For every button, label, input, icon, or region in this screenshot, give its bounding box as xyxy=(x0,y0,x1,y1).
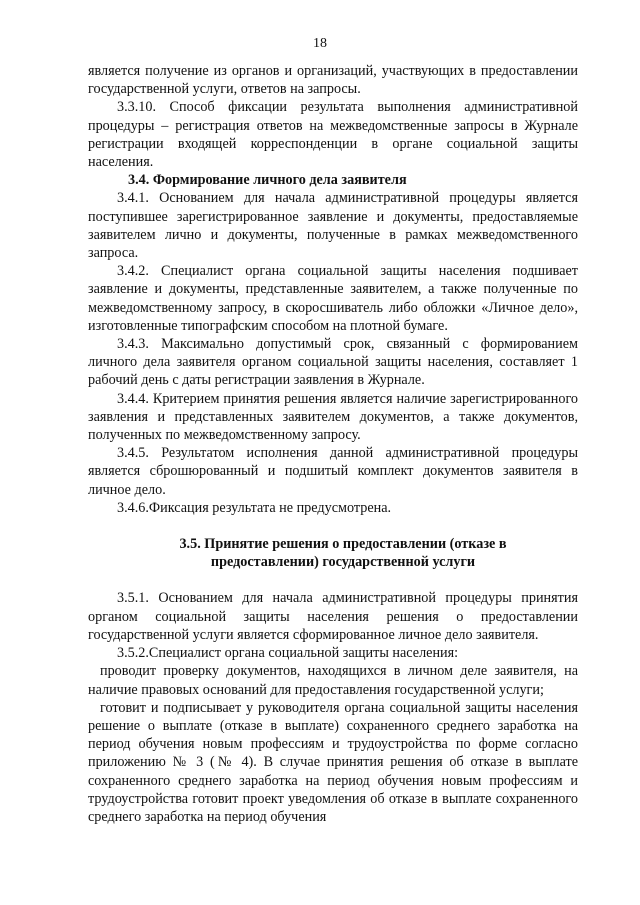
paragraph: 3.4.3. Максимально допустимый срок, связанный с формированием личного дела заявителя органом социальной защиты населения, составляет 1 рабочий день с даты регистрации заявления в Журнале. xyxy=(88,336,578,389)
page-number: 18 xyxy=(313,36,327,51)
paragraph: готовит и подписывает у руководителя органа социальной защиты населения решение о выплате (отказе в выплате) сохраненного среднего заработка на период обучения новым профессиям и трудоустройства по форме согласно приложению № 3 (№ 4). В случае принятия решения об отказе в выплате сохраненного среднего заработка на период обучения новым профессиям и трудоустройства готовит проект уведомления об отказе в выплате сохраненного среднего заработка на период обучения xyxy=(88,699,578,825)
paragraph: 3.4.1. Основанием для начала административной процедуры является поступившее зарегистрированное заявление и документы, предоставляемые заявителем лично и документы, полученные в рамках межведомственного запроса. xyxy=(88,190,578,262)
paragraph: 3.5.1. Основанием для начала административной процедуры принятия органом социальной защиты населения решения о предоставлении государственной услуги является сформированное личное дело заявителя. xyxy=(88,590,578,643)
document-body xyxy=(88,62,578,826)
paragraph: 3.5.2.Специалист органа социальной защиты населения: xyxy=(117,645,459,662)
paragraph: 3.4.2. Специалист органа социальной защиты населения подшивает заявление и документы, представленные заявителем, а также полученные по межведомственному запросу, в скоросшиватель либо обложки «Личное дело», изготовленные типографским способом на плотной бумаге. xyxy=(88,263,578,334)
paragraph: 3.4.4. Критерием принятия решения является наличие зарегистрированного заявления и представленных заявителем документов, а также документов, полученных по межведомственному запросу. xyxy=(88,390,578,444)
heading-line: предоставлении) государственной услуги xyxy=(210,554,476,571)
paragraph: является получение из органов и организаций, участвующих в предоставлении государственной услуги, ответов на запросы. xyxy=(88,63,578,98)
paragraph: 3.4.5. Результатом исполнения данной административной процедуры является сброшюрованный и подшитый комплект документов заявителя в личное дело. xyxy=(88,445,578,498)
paragraph: 3.3.10. Способ фиксации результата выполнения административной процедуры – регистрация ответов на межведомственные запросы в Журнале регистрации входящей корреспонденции в органе социальной защиты населения. xyxy=(88,99,578,171)
heading-line: 3.5. Принятие решения о предоставлении (отказе в xyxy=(179,536,507,553)
paragraph: 3.4.6.Фиксация результата не предусмотрена. xyxy=(117,499,392,516)
paragraph: проводит проверку документов, находящихся в личном деле заявителя, на наличие правовых оснований для предоставления государственной услуги; xyxy=(88,663,578,698)
section-heading-3-5 xyxy=(88,535,578,571)
section-heading-3-4: 3.4. Формирование личного дела заявителя xyxy=(128,172,407,189)
